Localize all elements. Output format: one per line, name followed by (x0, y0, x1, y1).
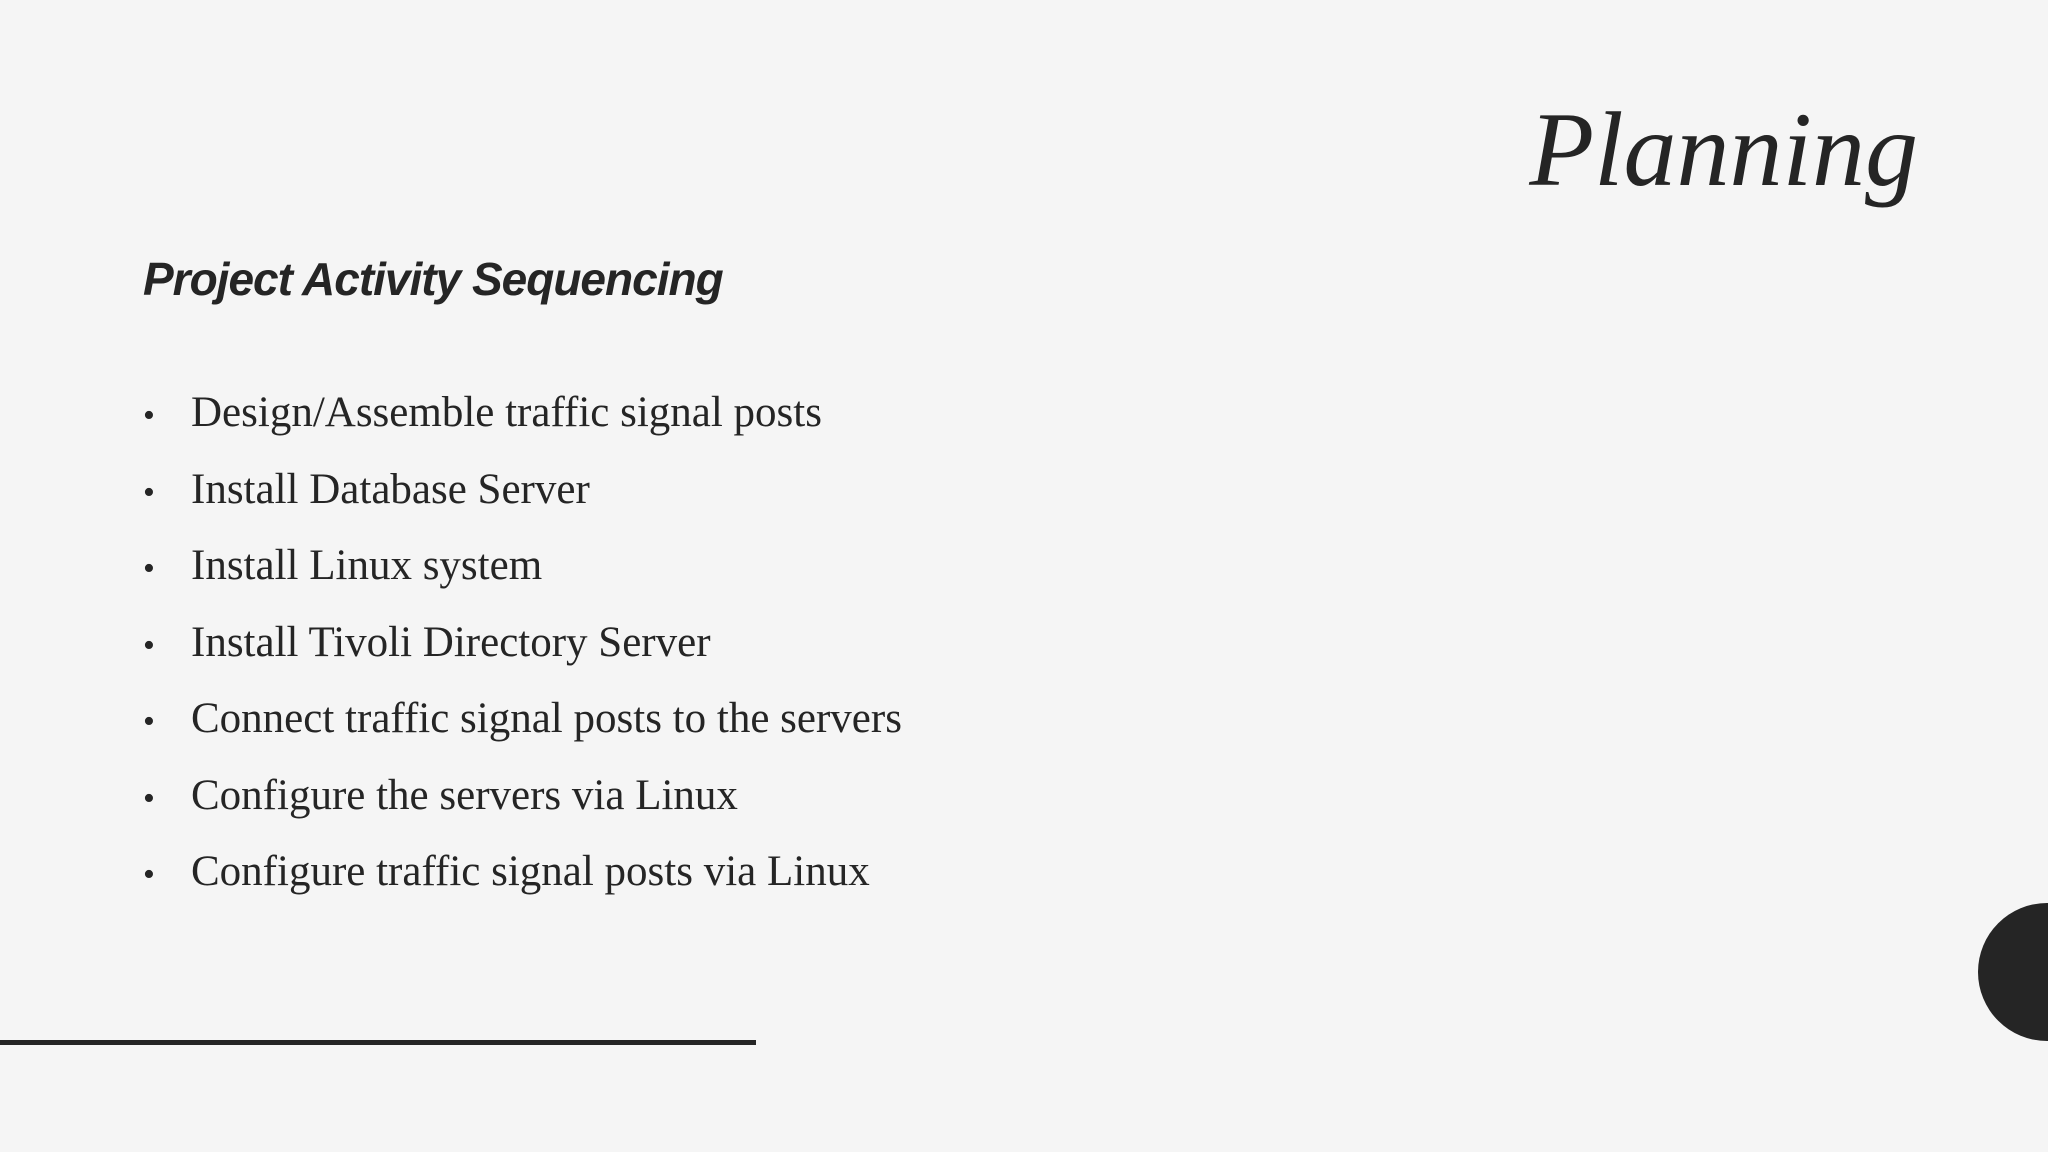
list-item (143, 388, 902, 465)
list-item (143, 465, 902, 542)
list-item (143, 771, 902, 848)
bullet-icon: • (143, 779, 155, 817)
list-item-text: Install Tivoli Directory Server (191, 618, 711, 666)
list-item (143, 541, 902, 618)
list-item-text: Design/Assemble traffic signal posts (191, 389, 822, 436)
list-item-text: Configure traffic signal posts via Linux (191, 848, 870, 895)
list-item (143, 618, 902, 695)
decorative-rule (0, 1040, 756, 1045)
list-item-text: Configure the servers via Linux (191, 771, 738, 819)
slide-subtitle: Project Activity Sequencing (143, 253, 723, 305)
bullet-icon: • (143, 856, 155, 893)
bullet-icon: • (143, 397, 155, 434)
bullet-icon: • (143, 703, 155, 740)
list-item (143, 847, 902, 924)
list-item-text: Install Database Server (191, 465, 590, 513)
decorative-circle (1978, 903, 2048, 1041)
list-item-text: Install Linux system (191, 542, 543, 589)
bullet-list (143, 388, 902, 924)
bullet-icon: • (143, 550, 155, 587)
list-item-text: Connect traffic signal posts to the servers (191, 695, 902, 742)
bullet-icon: • (143, 473, 155, 511)
slide-title: Planning (1529, 91, 1918, 208)
bullet-icon: • (143, 626, 155, 664)
list-item (143, 694, 902, 771)
